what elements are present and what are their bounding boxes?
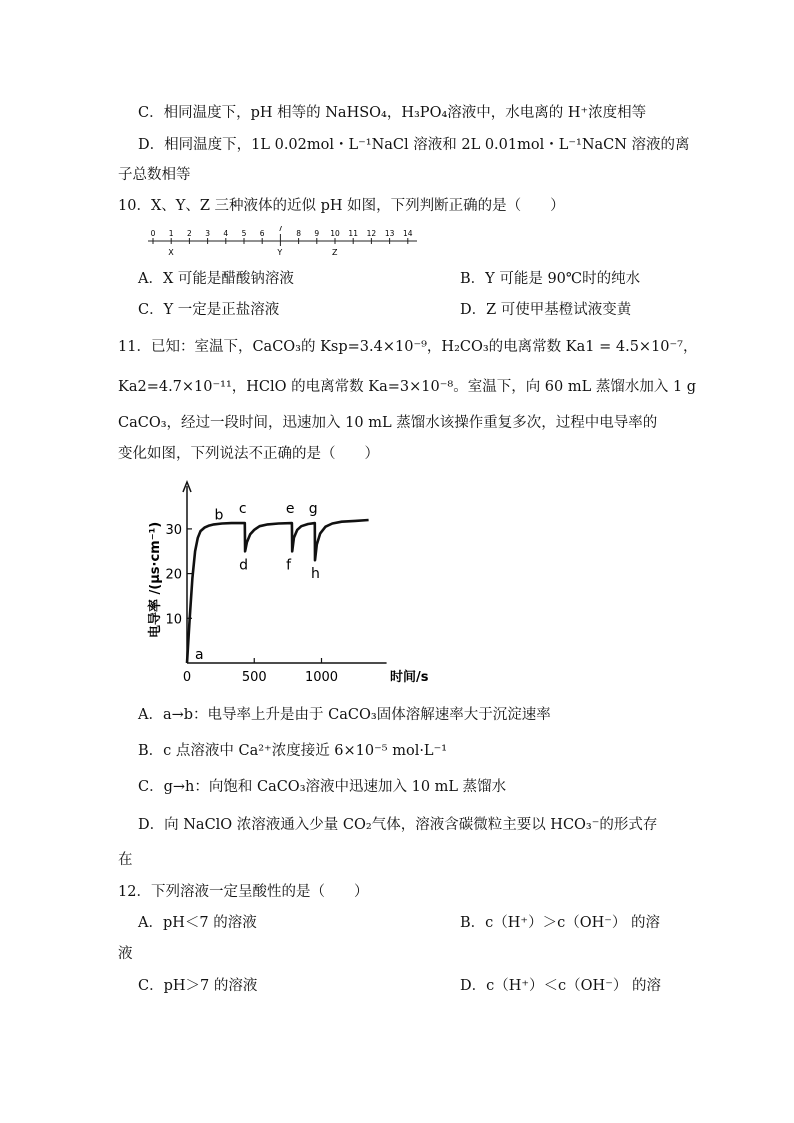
ph-tick-label: 0: [150, 229, 156, 238]
point-label-e: e: [285, 501, 295, 518]
y-tick-label: 20: [165, 567, 182, 583]
y-tick-label: 10: [165, 612, 182, 628]
q9-option-d-line2: 子总数相等: [118, 167, 191, 183]
ph-tick-label: 13: [384, 229, 395, 238]
q10-option-d: D．Z 可使甲基橙试液变黄: [460, 302, 632, 318]
y-tick-label: 30: [165, 522, 182, 538]
ph-tick-label: 7: [278, 226, 283, 233]
ph-marker-x: X: [168, 248, 174, 257]
q12-option-b-line2: 液: [118, 946, 133, 962]
q12-option-a: A．pH＜7 的溶液: [138, 915, 257, 931]
ph-tick-label: 9: [314, 229, 320, 238]
ph-tick-label: 2: [187, 229, 192, 238]
ph-marker-z: Z: [332, 248, 338, 257]
ph-marker-y: Y: [277, 248, 283, 257]
q11-option-d-line1: D．向 NaClO 浓溶液通入少量 CO₂气体，溶液含碳微粒主要以 HCO₃⁻的形式存: [138, 817, 658, 833]
q10-option-b: B．Y 可能是 90℃时的纯水: [460, 271, 641, 287]
point-label-a: a: [195, 647, 204, 663]
q11-stem-line1: 11．已知：室温下，CaCO₃的 Ksp=3.4×10⁻⁹，H₂CO₃的电离常数 Ka1 = 4.5×10⁻⁷，: [118, 339, 698, 355]
ph-tick-label: 11: [348, 229, 358, 238]
q10-option-c: C．Y 一定是正盐溶液: [138, 302, 280, 318]
ph-tick-label: 3: [205, 229, 210, 238]
point-label-f: f: [286, 557, 292, 574]
q11-option-b: B．c 点溶液中 Ca²⁺浓度接近 6×10⁻⁵ mol·L⁻¹: [138, 743, 448, 759]
ph-tick-label: 10: [330, 229, 340, 238]
q9-option-c: C．相同温度下，pH 相等的 NaHSO₄，H₃PO₄溶液中，水电离的 H⁺浓度相等: [138, 105, 647, 121]
ph-tick-label: 6: [259, 229, 265, 238]
q11-stem-line2: Ka2=4.7×10⁻¹¹，HClO 的电离常数 Ka=3×10⁻⁸。室温下，向 60 mL 蒸馏水加入 1 g: [118, 379, 697, 395]
q11-stem-line3: CaCO₃，经过一段时间，迅速加入 10 mL 蒸馏水该操作重复多次，过程中电导率的: [118, 415, 658, 431]
point-label-g: g: [308, 501, 318, 518]
x-axis-label: 时间/s: [390, 670, 429, 685]
q12-stem: 12．下列溶液一定呈酸性的是（ ）: [118, 884, 369, 900]
conductivity-chart: [140, 478, 440, 688]
ph-tick-label: 14: [403, 229, 413, 238]
q12-option-c: C．pH＞7 的溶液: [138, 978, 258, 994]
x-tick-label: 1000: [304, 670, 339, 685]
q12-option-b-line1: B．c（H⁺）＞c（OH⁻） 的溶: [460, 915, 660, 931]
point-label-d: d: [239, 557, 248, 574]
ph-tick-label: 8: [296, 229, 301, 238]
q11-option-a: A．a→b：电导率上升是由于 CaCO₃固体溶解速率大于沉淀速率: [138, 707, 551, 723]
y-axis-label: 电导率 /(μs·cm⁻¹): [148, 521, 163, 638]
ph-tick-label: 4: [223, 229, 229, 238]
q12-option-d: D．c（H⁺）＜c（OH⁻） 的溶: [460, 978, 661, 994]
q11-option-c: C．g→h：向饱和 CaCO₃溶液中迅速加入 10 mL 蒸馏水: [138, 779, 507, 795]
ph-scale-figure: [145, 226, 420, 258]
ph-tick-label: 5: [241, 229, 247, 238]
point-label-c: c: [238, 501, 247, 518]
x-tick-label: 500: [241, 670, 267, 685]
ph-tick-label: 12: [366, 229, 377, 238]
conductivity-curve: [187, 520, 369, 663]
point-label-b: b: [214, 507, 224, 524]
x-tick-label: 0: [182, 670, 192, 685]
q11-option-d-line2: 在: [118, 852, 133, 868]
point-label-h: h: [311, 566, 320, 583]
q10-stem: 10．X、Y、Z 三种液体的近似 pH 如图，下列判断正确的是（ ）: [118, 198, 565, 214]
q9-option-d-line1: D．相同温度下，1L 0.02mol・L⁻¹NaCl 溶液和 2L 0.01mol・L⁻¹NaCN 溶液的离: [138, 137, 690, 153]
q10-option-a: A．X 可能是醋酸钠溶液: [138, 271, 294, 287]
q11-stem-line4: 变化如图，下列说法不正确的是（ ）: [118, 446, 379, 462]
ph-tick-label: 1: [168, 229, 174, 238]
